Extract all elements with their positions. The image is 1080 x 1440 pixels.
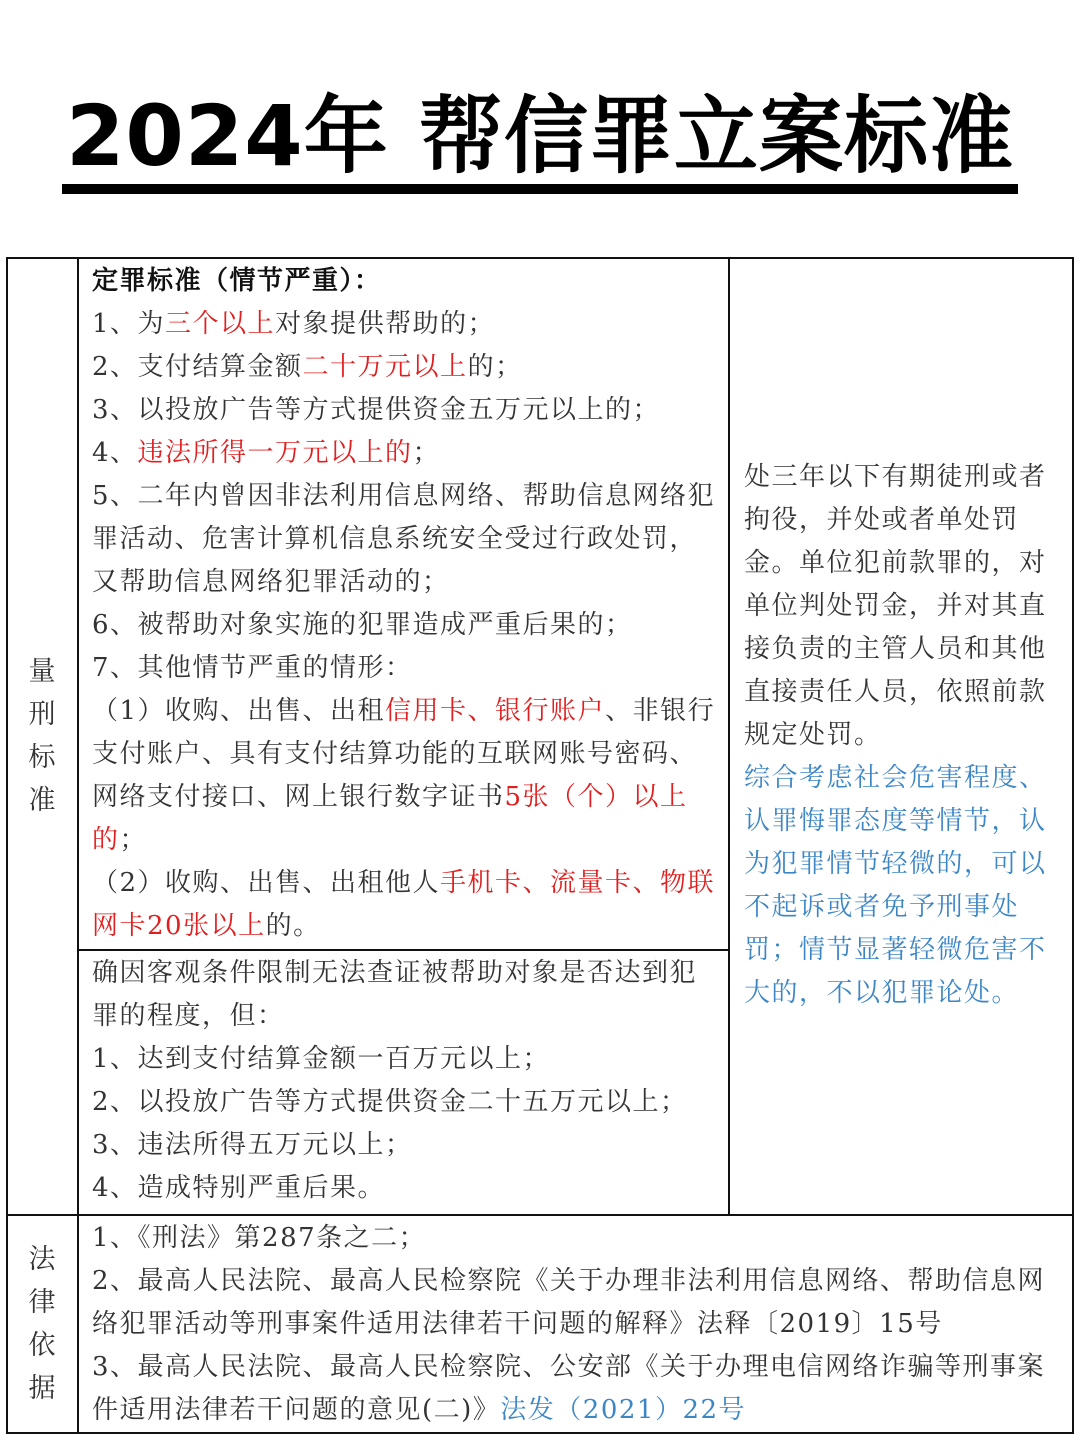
label-char: 准 <box>28 785 56 816</box>
alt-item: 3、违法所得五万元以上； <box>92 1130 413 1160</box>
label-char: 标 <box>28 742 56 773</box>
table-border-bottom <box>6 1432 1074 1434</box>
standard-item-3: 3、以投放广告等方式提供资金五万元以上的； <box>92 395 661 425</box>
penalty-text: 处三年以下有期徒刑或者拘役，并处或者单处罚金。单位犯前款罪的，对单位判处罚金，并对其直接负责的主管人员和其他直接责任人员，依照前款规定处罚。 <box>744 462 1047 750</box>
page-title: 2024年 帮信罪立案标准 <box>62 88 1018 194</box>
penalty-column-divider <box>728 257 730 1215</box>
table-row-divider <box>6 1214 1074 1216</box>
alt-item: 2、以投放广告等方式提供资金二十五万元以上； <box>92 1087 688 1117</box>
standard-item-6: 6、被帮助对象实施的犯罪造成严重后果的； <box>92 610 633 640</box>
conviction-heading: 定罪标准（情节严重）： <box>92 266 382 296</box>
standard-item-4: 4、违法所得一万元以上的； <box>92 438 441 468</box>
table-border-right <box>1072 257 1074 1434</box>
standard-item-2: 2、支付结算金额二十万元以上的； <box>92 352 523 382</box>
label-char: 量 <box>28 656 56 687</box>
legal-item-2: 2、最高人民法院、最高人民检察院《关于办理非法利用信息网络、帮助信息网络犯罪活动等刑事案件适用法律若干问题的解释》法释〔2019〕15号 <box>92 1266 1046 1339</box>
penalty-note: 综合考虑社会危害程度、认罪悔罪态度等情节，认为犯罪情节轻微的，可以不起诉或者免予刑事处罚；情节显著轻微危害不大的，不以犯罪论处。 <box>744 763 1047 1008</box>
row-label-sentencing <box>7 650 77 822</box>
label-char: 刑 <box>28 699 56 730</box>
page-title-wrap <box>0 88 1080 194</box>
label-char: 法 <box>28 1244 56 1275</box>
row-label-legal-basis <box>7 1238 77 1410</box>
legal-basis <box>92 1217 1064 1432</box>
standard-sub-item-2: （2）收购、出售、出租他人手机卡、流量卡、物联网卡20张以上的。 <box>92 868 716 941</box>
table-border-top <box>6 257 1074 259</box>
standard-item-5: 5、二年内曾因非法利用信息网络、帮助信息网络犯罪活动、危害计算机信息系统安全受过行政处罚，又帮助信息网络犯罪活动的； <box>92 481 716 597</box>
label-char: 据 <box>28 1373 56 1404</box>
conviction-standard <box>92 260 720 948</box>
alternative-standard <box>92 952 720 1210</box>
label-column-divider <box>77 257 79 1434</box>
label-char: 律 <box>28 1287 56 1318</box>
standard-item-1: 1、为三个以上对象提供帮助的； <box>92 309 496 339</box>
legal-item-1: 1、《刑法》第287条之二； <box>92 1223 427 1253</box>
alt-intro: 确因客观条件限制无法查证被帮助对象是否达到犯罪的程度，但： <box>92 958 698 1031</box>
alt-item: 1、达到支付结算金额一百万元以上； <box>92 1044 551 1074</box>
penalty-column <box>744 456 1056 1015</box>
standard-item-7: 7、其他情节严重的情形： <box>92 653 413 683</box>
alt-section-divider <box>77 949 729 951</box>
standard-sub-item-1: （1）收购、出售、出租信用卡、银行账户、非银行支付账户、具有支付结算功能的互联网账号密码、网络支付接口、网上银行数字证书5张（个）以上的； <box>92 696 716 855</box>
alt-item: 4、造成特别严重后果。 <box>92 1173 386 1203</box>
legal-item-3: 3、最高人民法院、最高人民检察院、公安部《关于办理电信网络诈骗等刑事案件适用法律若干问题的意见(二)》法发（2021）22号 <box>92 1352 1046 1425</box>
label-char: 依 <box>28 1330 56 1361</box>
